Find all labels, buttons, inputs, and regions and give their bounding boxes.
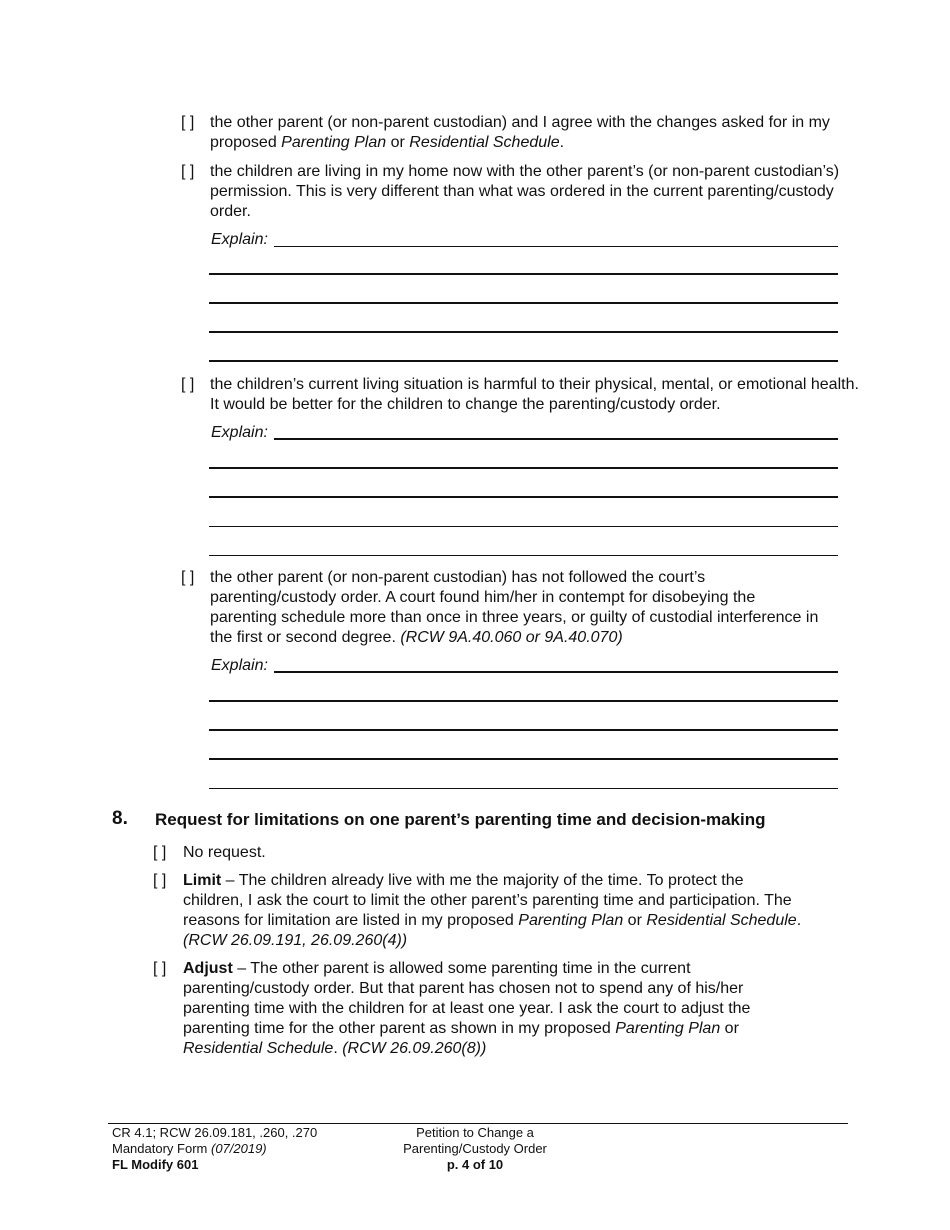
checkbox-limit[interactable]: [ ] (153, 872, 167, 889)
explain-line-3c[interactable] (209, 758, 838, 760)
explain-field-1[interactable] (274, 246, 838, 247)
option-no-request-text: No request. (183, 844, 266, 861)
section-8-number: 8. (112, 808, 128, 829)
explain-line-1a[interactable] (209, 273, 838, 275)
explain-label-1: Explain: (211, 231, 268, 248)
explain-line-3a[interactable] (209, 700, 838, 702)
footer-mandatory-form: Mandatory Form (07/2019) (112, 1141, 267, 1156)
footer-left (112, 1125, 317, 1173)
checkbox-no-request[interactable]: [ ] (153, 844, 167, 861)
explain-line-3d[interactable] (209, 788, 838, 789)
footer-doc-title-1: Petition to Change a (416, 1125, 534, 1140)
footer-rule (108, 1123, 848, 1124)
explain-line-2b[interactable] (209, 496, 838, 498)
section-8-title: Request for limitations on one parent’s parenting time and decision-making (155, 810, 766, 829)
explain-line-1d[interactable] (209, 360, 838, 362)
checkbox-harmful-situation[interactable]: [ ] (181, 376, 195, 393)
explain-line-1c[interactable] (209, 331, 838, 333)
explain-line-2c[interactable] (209, 526, 838, 527)
option-limit-text: Limit – The children already live with me the majority of the time. To protect the children, I ask the court to limit the other parent’s parenting time and participation. The reasons for limitation are listed in my proposed Parenting Plan or Residential Schedule. (RCW 26.09.191, 26.09.260(4)) (183, 872, 802, 949)
item-agree-changes-text: the other parent (or non-parent custodian) and I agree with the changes asked for in my proposed Parenting Plan or Residential Schedule. (210, 114, 830, 151)
explain-line-3b[interactable] (209, 729, 838, 731)
footer-page-number: p. 4 of 10 (446, 1157, 504, 1172)
explain-label-3: Explain: (211, 657, 268, 674)
footer-rcw: CR 4.1; RCW 26.09.181, .260, .270 (112, 1125, 318, 1140)
checkbox-agree-changes[interactable]: [ ] (181, 114, 195, 131)
checkbox-children-living-with-me[interactable]: [ ] (181, 163, 195, 180)
checkbox-not-followed-order[interactable]: [ ] (181, 569, 195, 586)
explain-field-2[interactable] (274, 438, 838, 440)
explain-line-1b[interactable] (209, 302, 838, 304)
item-harmful-situation-text: the children’s current living situation is harmful to their physical, mental, or emotional health. It would be better for the children to change the parenting/custody order. (210, 376, 859, 413)
explain-line-2a[interactable] (209, 467, 838, 469)
footer-form-id: FL Modify 601 (112, 1157, 199, 1172)
footer-center (375, 1125, 575, 1173)
item-children-living-with-me-text: the children are living in my home now with the other parent’s (or non-parent custodian’s) permission. This is very different than what was ordered in the current parenting/custody order. (210, 163, 840, 220)
item-not-followed-order-text: the other parent (or non-parent custodian) has not followed the court’s parenting/custody order. A court found him/her in contempt for disobeying the parenting schedule more than once in three years, or guilty of custodial interference in the first or second degree. (RCW 9A.40.060 or 9A.40.070) (210, 569, 819, 646)
footer-doc-title-2: Parenting/Custody Order (403, 1141, 547, 1156)
explain-label-2: Explain: (211, 424, 268, 441)
explain-line-2d[interactable] (209, 555, 838, 556)
checkbox-adjust[interactable]: [ ] (153, 960, 167, 977)
explain-field-3[interactable] (274, 671, 838, 673)
option-adjust-text: Adjust – The other parent is allowed some parenting time in the current parenting/custody order. But that parent has chosen not to spend any of his/her parenting time with the children for at least one year. I ask the court to adjust the parenting time for the other parent as shown in my proposed Parenting Plan or Residential Schedule. (RCW 26.09.260(8)) (183, 960, 751, 1057)
